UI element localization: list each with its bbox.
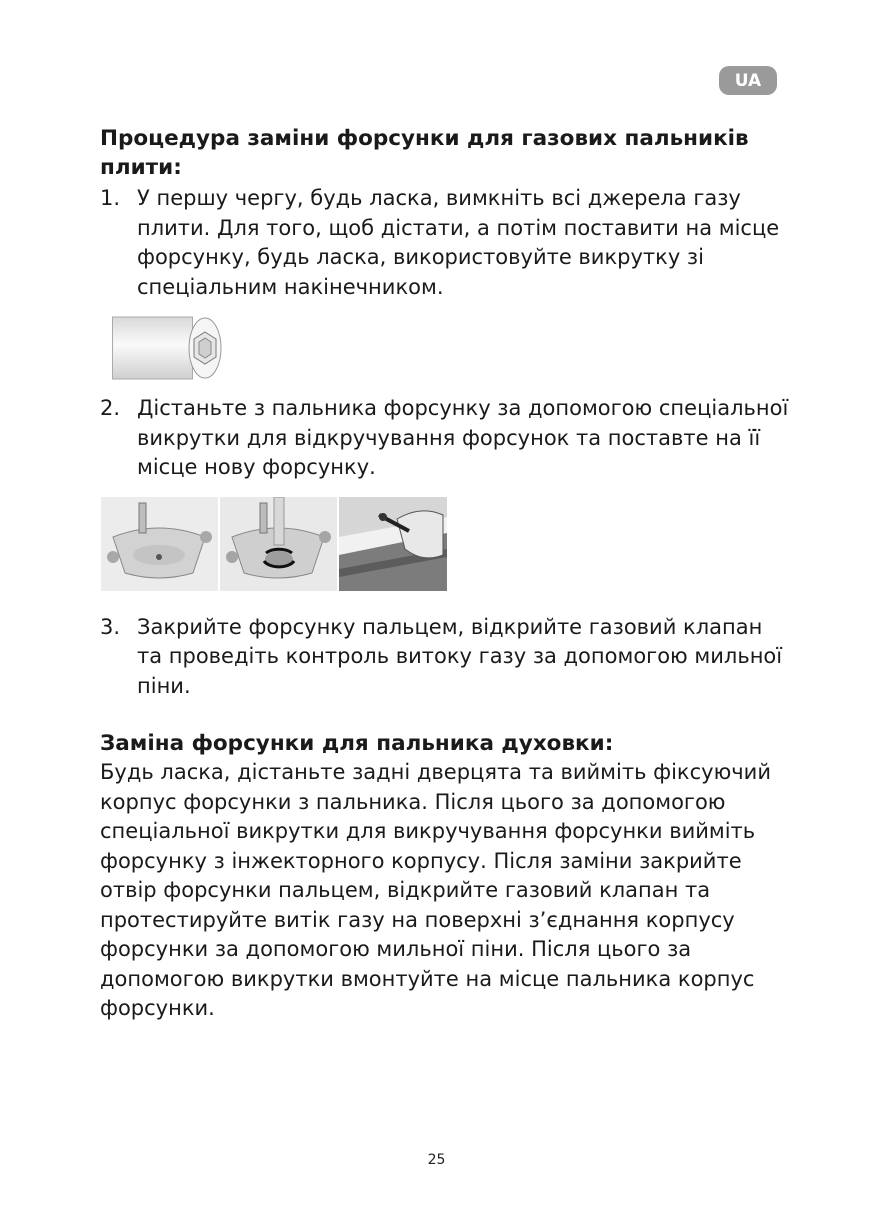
step-number: 1. [100,186,121,210]
step-text: Закрийте форсунку пальцем, відкрийте газовий клапан та проведіть контроль витоку газу за допомогою мильної піни. [137,614,783,698]
socket-wrench-illustration [112,316,790,380]
burner-photo-2 [220,497,337,591]
burner-photo-1 [101,497,218,591]
step-1 [100,184,790,302]
hand-tool-photo [339,497,447,591]
section-title-burners: Процедура заміни форсунки для газових пальників плити: [100,126,749,180]
step-text: У першу чергу, будь ласка, вимкніть всі джерела газу плити. Для того, щоб дістати, а потім поставити на місце форсунку, будь ласка, використовуйте викрутку зі спеціальним накінечником. [137,186,780,299]
step-3 [100,613,790,702]
burner-photos [101,497,790,591]
language-badge: UA [719,66,777,95]
step-2 [100,394,790,483]
step-number: 2. [100,396,121,420]
page-content [100,124,790,1024]
step-number: 3. [100,614,121,639]
page-number: 25 [427,1152,446,1168]
section-title-oven: Заміна форсунки для пальника духовки: [100,731,614,756]
oven-instructions: Будь ласка, дістаньте задні дверцята та вийміть фіксуючий корпус форсунки з пальника. Після цього за допомогою спеціальної викрутки для викручування форсунки вийміть форсунку з інжекторного корпусу. Після заміни закрийте отвір форсунки пальцем, відкрийте газовий клапан та протестируйте витік газу на поверхні з’єднання корпусу форсунки за допомогою мильної піни. Після цього за допомогою викрутки вмонтуйте на місце пальника корпус форсунки. [100,760,771,1020]
step-text: Дістаньте з пальника форсунку за допомогою спеціальної викрутки для відкручування форсунок та поставте на її місце нову форсунку. [137,396,789,479]
